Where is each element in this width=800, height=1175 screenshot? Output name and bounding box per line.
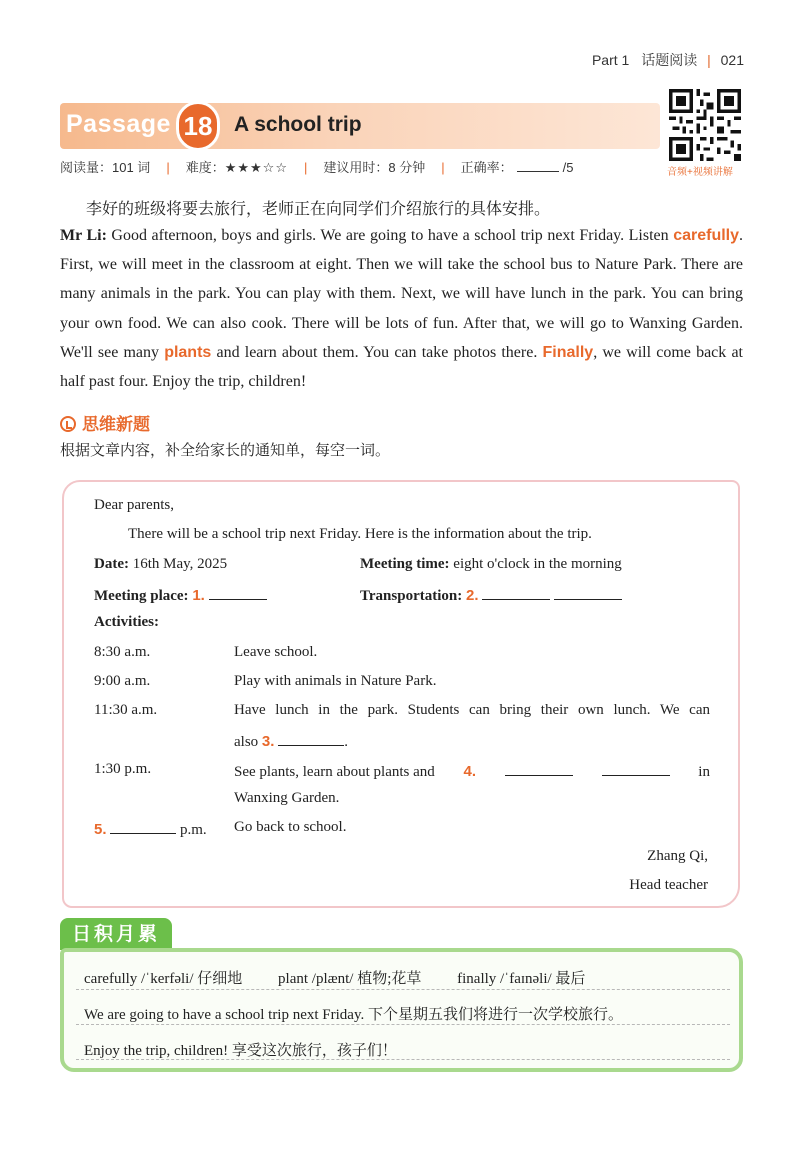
date-row [94,556,227,573]
qr-caption: 音频+视频讲解 [667,167,733,178]
passage-text-4: , we will come back at half past four. Enjoy the trip, children! [60,343,743,391]
schedule-time-2: 9:00 a.m. [94,673,151,689]
vocab-carefully: carefully /ˈkerfəli/ 仔细地 [84,971,243,987]
header-divider: | [707,52,711,68]
meeting-time-row [360,556,622,573]
blank-number-5: 5. [94,821,107,838]
activity-3-also: also [234,734,259,750]
answer-blank-4b[interactable] [602,761,670,776]
vocab-divider-1 [76,989,730,990]
speaker-colon: : [101,227,107,244]
transportation-row [360,585,622,605]
schedule-activity-4-cont: Wanxing Garden. [234,790,340,806]
meeting-place-label: Meeting place: [94,588,189,604]
vocab-finally: finally /ˈfaɪnəli/ 最后 [457,971,586,987]
time-suffix-5: p.m. [180,822,207,838]
passage-number-badge: 18 [176,101,220,151]
blank-number-1: 1. [192,587,205,604]
task-heading [60,410,150,435]
schedule-time-4: 1:30 p.m. [94,761,152,777]
vocab-sentence-1: We are going to have a school trip next Friday. 下个星期五我们将进行一次学校旅行。 [84,1007,623,1023]
vocab-plant: plant /plænt/ 植物;花草 [278,971,422,987]
transportation-label: Transportation: [360,588,463,604]
activities-label [94,614,159,631]
accuracy-label: 正确率： [460,160,513,175]
passage-text-1: Good afternoon, boys and girls. We are going to have a school trip next Friday. Listen [106,227,674,244]
reading-amount: 阅读量：101 词 [60,160,151,175]
vocab-divider-2 [76,1024,730,1025]
qr-code-icon[interactable] [669,89,741,161]
passage-info: 阅读量：101 词 | 难度：★★★☆☆ | 建议用时：8 分钟 | 正确率： /5 [60,160,574,175]
date-value: 16th May, 2025 [128,556,228,572]
difficulty-label: 难度： [185,160,225,175]
answer-blank-1[interactable] [209,585,267,600]
passage-label: Passage [66,110,171,138]
date-label: Date: [94,556,129,572]
highlight-finally: Finally [542,343,594,361]
part-label: Part 1 [591,52,630,68]
task-heading-text: 思维新题 [82,415,150,435]
answer-blank-2a[interactable] [482,585,550,600]
meeting-place-row [94,585,267,605]
vocab-sentence-2: Enjoy the trip, children! 享受这次旅行，孩子们！ [84,1043,397,1059]
activity-4-in: in [698,764,710,780]
schedule-time-3: 11:30 a.m. [94,702,158,718]
schedule-activity-3: Have lunch in the park. Students can bring their own lunch. We can [234,702,710,718]
meeting-time-label: Meeting time: [360,556,450,572]
difficulty-stars: ★★★☆☆ [224,160,288,175]
vocab-divider-3 [76,1059,730,1060]
blank-number-3: 3. [261,733,275,750]
notice-opening: There will be a school trip next Friday. Here is the information about the trip. [128,526,592,542]
schedule-activity-5: Go back to school. [234,819,347,835]
meeting-time-value: eight o'clock in the morning [449,556,622,572]
answer-blank-5[interactable] [110,819,176,834]
passage-text-2: . First, we will meet in the classroom at eight. Then we will take the school bus to Nature Park. There are many animals in the park. You can play with them. Next, we will have lunch in the park. You can bring your own food. We can also cook. There will be lots of fun. After that, we will go to Wanxing Garden. We'll see many [60,227,743,361]
schedule-activity-2: Play with animals in Nature Park. [234,673,437,689]
passage-text-3: and learn about them. You can take photos there. [211,343,543,361]
highlight-plants: plants [164,343,212,361]
schedule-activity-4 [234,761,710,781]
schedule-activity-3-cont [234,731,348,751]
schedule-activity-1: Leave school. [234,644,318,660]
signature-name: Zhang Qi, [647,848,708,864]
running-header [592,50,744,70]
vocab-words-row [84,967,585,988]
highlight-carefully: carefully [673,227,739,244]
answer-blank-4a[interactable] [505,761,573,776]
accuracy-blank[interactable] [517,159,559,172]
lightbulb-icon [60,416,76,432]
page-number: 021 [720,52,744,68]
speaker-name: Mr Li [60,227,102,244]
schedule-time-5 [94,819,207,839]
task-instruction: 根据文章内容，补全给家长的通知单，每空一词。 [60,441,391,459]
activity-3-end: . [344,734,348,750]
passage-intro: 李好的班级将要去旅行，老师正在向同学们介绍旅行的具体安排。 [86,199,551,218]
accuracy-total: /5 [562,160,574,175]
answer-blank-3[interactable] [278,731,344,746]
notice-greeting: Dear parents, [94,497,174,513]
schedule-time-1: 8:30 a.m. [94,644,151,660]
blank-number-2: 2. [465,587,479,604]
passage-title: A school trip [234,113,362,136]
vocab-tab: 日积月累 [60,918,172,950]
parent-notice-card [62,480,740,908]
answer-blank-2b[interactable] [554,585,622,600]
suggested-time: 建议用时：8 分钟 [323,160,426,175]
activities-label-text: Activities: [94,614,159,630]
signature-title: Head teacher [629,877,708,893]
section-label: 话题阅读 [641,52,698,68]
passage-body [60,221,743,396]
blank-number-4: 4. [463,763,477,780]
activity-4-text: See plants, learn about plants and [234,764,435,780]
